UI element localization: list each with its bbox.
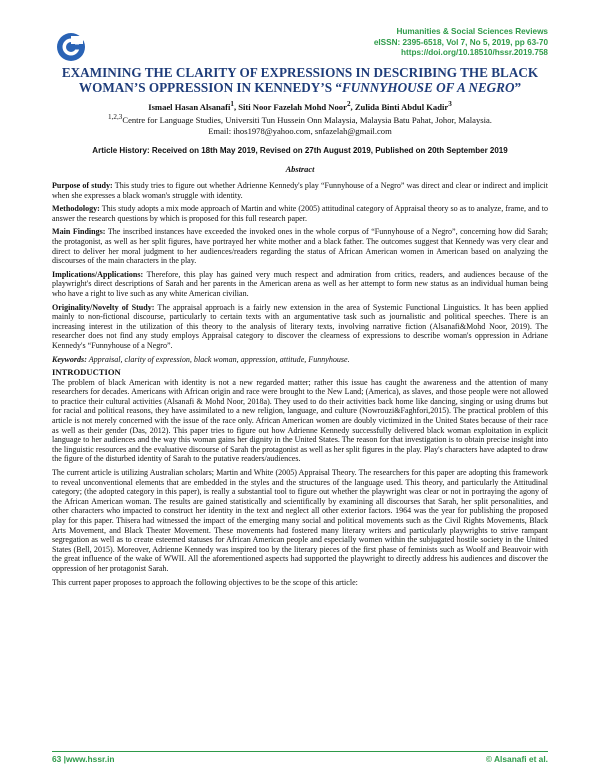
journal-doi[interactable]: https://doi.org/10.18510/hssr.2019.758 — [401, 48, 548, 58]
abstract-text: Therefore, this play has gained very much respect and admiration from critics, readers, and audiences because of the playwright's direct descriptions of Sarah and her parents in the American arena as well as her attempt to form new status as an individual human being who have a right to live such as any white American civilian. — [52, 269, 548, 298]
affiliation-text: Centre for Language Studies, Universiti Tun Hussein Onn Malaysia, Malaysia Batu Pahat, Johor, Malaysia. — [122, 115, 492, 126]
email: Email: ihos1978@yahoo.com, snfazelah@gmail.com — [208, 125, 392, 136]
abstract-text: The inscribed instances have exceeded the invoked ones in the whole corpus of “Funnyhouse of a Negro”, concerning how did Sarah; the protagonist, as well as her split figures, have portrayed her white mother and a black father. The outcomes suggest that Kennedy was very clear and direct to deliver her moral judgment to her audiences/readers regarding the status of African American women in American based on analyzing the discourses of the main characters in the play. — [52, 227, 548, 266]
author-names — [52, 99, 548, 112]
abstract-label: Purpose of study: — [52, 181, 113, 190]
abstract-purpose — [52, 181, 548, 200]
abstract-text: This study tries to figure out whether Adrienne Kennedy's play “Funnyhouse of a Negro” was direct and clear or indirect and implicit when she expresses a black woman's struggle with identity. — [52, 181, 549, 200]
intro-paragraph-3: This current paper proposes to approach the following objectives to be the scope of this article: — [52, 577, 358, 587]
journal-header — [374, 27, 548, 59]
abstract-methodology — [52, 204, 548, 223]
keywords — [52, 355, 548, 365]
abstract-implications — [52, 270, 548, 299]
title-italic: FUNNYHOUSE OF A NEGRO — [341, 79, 515, 95]
abstract-findings — [52, 227, 548, 265]
paper-title — [52, 66, 548, 95]
journal-name: Humanities & Social Sciences Reviews — [396, 27, 548, 36]
abstract-label: Implications/Applications: — [52, 269, 144, 279]
author-1-sup: 1 — [230, 100, 234, 108]
main-text — [52, 181, 548, 591]
abstract-text: The appraisal approach is a fairly new extension in the area of Systemic Functional Linguistics. It has been applied mainly to non-fictional discourse, particularly to certain texts with an argumentative task such as journalistic and political speeches. There is an increasing interest in the utilization of this theory to the analysis of literary texts, involving narrative fiction (Alsanafi&Mohd Noor, 2019). The researcher does not find any study employs Appraisal category to discover the clearness of expressions to describe woman's oppression in Adriane Kennedy's “Funnyhouse of a Negro”. — [52, 302, 548, 350]
title-close-quote: ” — [514, 79, 522, 95]
intro-paragraph-1: The problem of black American with identity is not a new regarded matter; rather this issue has caught the awareness and the attention of many researchers for decades. Americans with African origin and race were brought to the New Land; (America), as slaves, and those people were not allowed to practice their cultural activities (Alsanafi & Mohd Noor, 2018a). They used to do their activities back home like dancing, singing or using drums but for racial and political reasons, they have assimilated to a new religion, language, and culture (Nowrouzi&Faghfori,2015). The practical problem of this article is not merely concerned with the issue of the race only. African American women are doubly victimized in the United States because of their race as well as their gender (Das, 2012). This paper tries to figure out how Adrienne Kennedy successfully delivered black woman exploitation in explicit language to her audiences and the way this woman gains her dignity in the United States. The reason for that investigation is to obtain precise insight into the linguistic resources and the evaluative discourse of Sarah the protagonist as well as her split figures in the play. Play's characters have adapted to draw the figure of the disturbed identity of Sarah to the putative readers/audiences. — [52, 377, 548, 464]
author-2-sup: 2 — [346, 100, 351, 108]
author-3: , Zulida Binti Abdul Kadir — [350, 101, 449, 112]
journal-logo-icon — [56, 32, 86, 62]
abstract-label: Methodology: — [52, 204, 100, 214]
affiliation — [52, 112, 548, 125]
intro-paragraph-2: The current article is utilizing Australian scholars; Martin and White (2005) Appraisal Theory. The researchers for this paper are adopting this framework to reveal unconventional elements that are embedded in the styles and the structures of the language used. This theory, and particularly the Attitudinal category; (the adopted category in this paper), is really a substantial tool to figure out whether the playwright was clear or not in portraying the agony of the African American woman. The results are gained statistically and scientifically by examining all discourses that Sarah, her split personalities, and other characters who impacted to construct her identity in the text and neglect all other exterior factors. 1964 was the year for publishing the proposed play for this paper. Thisera had witnessed the impact of the emerging many social and political movements such as the Civil Rights Movements, Black Arts Movement, and Black Theater Movement. These movements had fostered many literary writers and particularly playwrights to strive rampant segregation as well as to create esteemed statuses for African American people and especially women within the subjugated hostile society in the United States (Bell, 2015). Moreover, Adrienne Kennedy was inspired too by the literary pieces of the first phase of feminists such as Woolf and Beauvoir with the great influence of the wake of WWII. All the aforementioned aspects had supported the playwright to directly address his audiences and discover the oppression of her protagonist Sarah. — [52, 468, 548, 573]
abstract-text: This study adopts a mix mode approach of Martin and white (2005) attitudinal category of Appraisal theory so as to analyze, frame, and to answer the research questions by which is proposed for this full research paper. — [52, 204, 548, 223]
page-footer — [52, 751, 548, 765]
keywords-text: Appraisal, clarity of expression, black woman, appression, attitude, Funnyhouse. — [86, 354, 350, 364]
article-history: Article History: Received on 18th May 2019, Revised on 27th August 2019, Published on 20th September 2019 — [92, 146, 508, 155]
affiliation-sup: 1,2,3 — [108, 113, 123, 122]
abstract-label: Originality/Novelty of Study: — [52, 302, 155, 312]
footer-page[interactable]: 63 |www.hssr.in — [52, 754, 115, 764]
journal-issn: eISSN: 2395-6518, Vol 7, No 5, 2019, pp 63-70 — [373, 37, 548, 47]
footer-divider — [52, 751, 548, 752]
keywords-label: Keywords: — [52, 354, 87, 364]
abstract-label: Main Findings: — [52, 227, 106, 237]
author-1: Ismael Hasan Alsanafi — [148, 101, 231, 112]
abstract-heading: Abstract — [285, 165, 315, 174]
section-heading-introduction: INTRODUCTION — [52, 367, 121, 378]
title-text: EXAMINING THE CLARITY OF EXPRESSIONS IN DESCRIBING THE BLACK WOMAN’S OPPRESSION IN KENNEDY’S “ — [61, 65, 539, 95]
author-2: , Siti Noor Fazelah Mohd Noor — [233, 101, 347, 112]
author-block — [52, 99, 548, 136]
footer-copyright: © Alsanafi et al. — [485, 754, 548, 764]
author-3-sup: 3 — [448, 100, 452, 108]
abstract-originality — [52, 303, 548, 351]
